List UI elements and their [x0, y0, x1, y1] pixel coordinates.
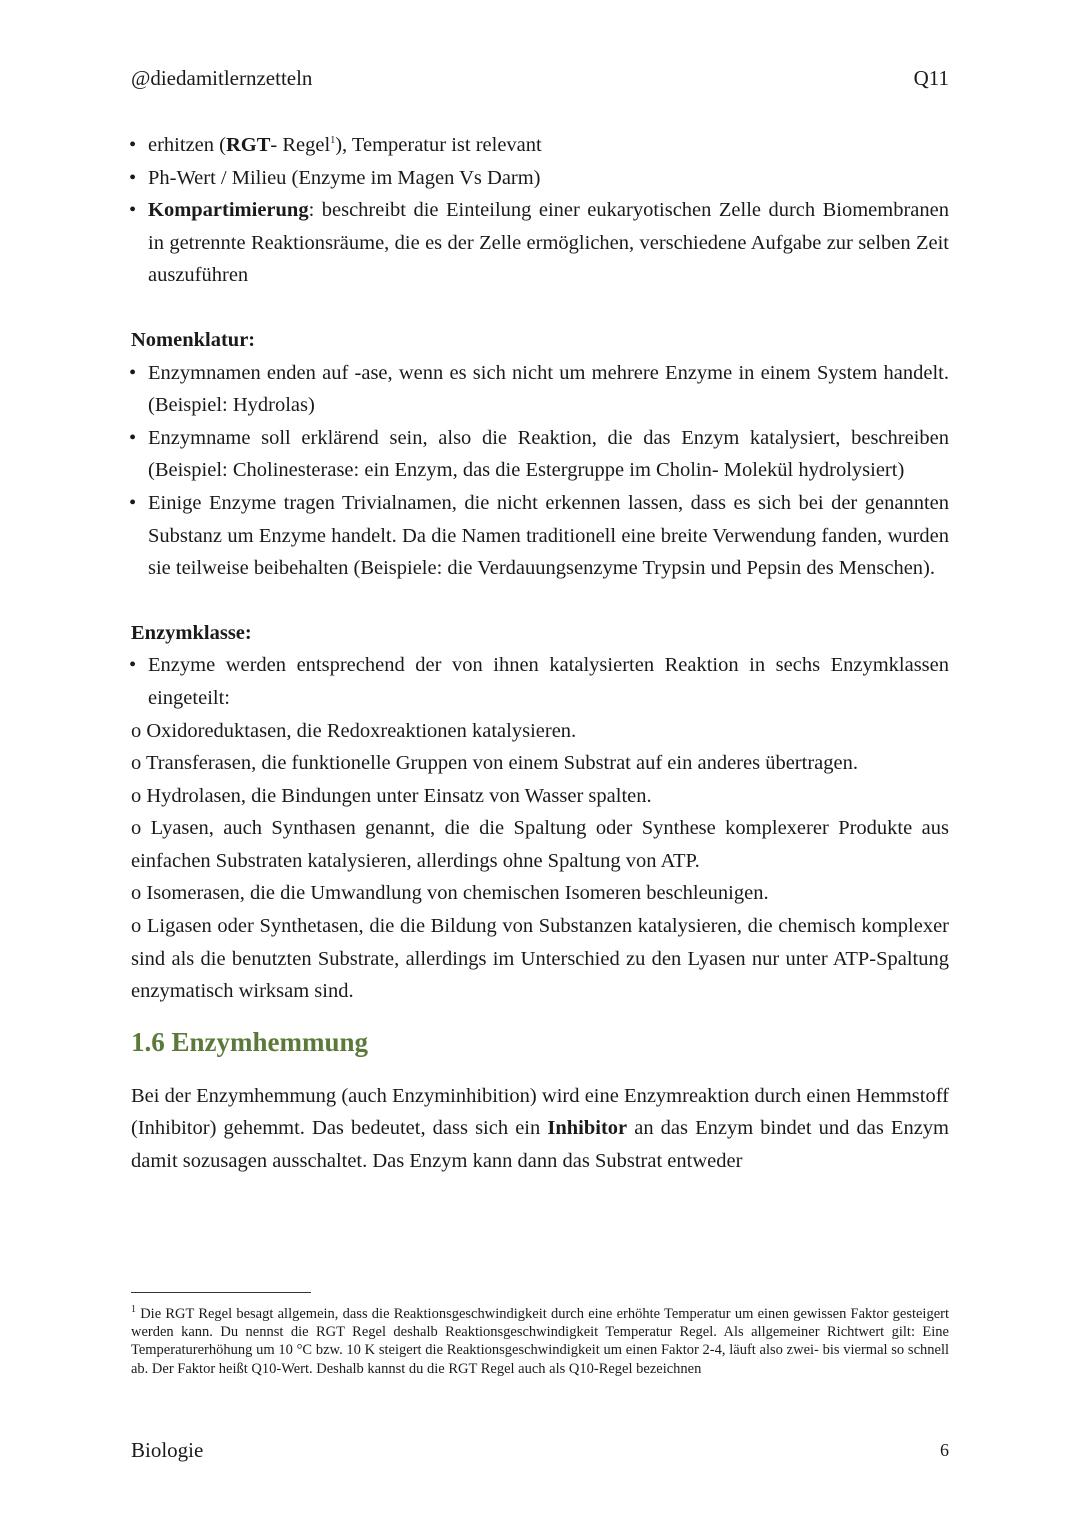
header-course: Q11 [913, 66, 949, 90]
class-item: o Isomerasen, die die Umwandlung von chemischen Isomeren beschleunigen. [131, 882, 769, 905]
bold-term: Inhibitor [547, 1117, 628, 1140]
list-item: • Enzyme werden entsprechend der von ihnen katalysierten Reaktion in sechs Enzymklassen eingeteilt: [131, 649, 949, 714]
footer-subject: Biologie [131, 1438, 204, 1462]
item-text: ), Temperatur ist relevant [335, 134, 542, 156]
list-item [131, 194, 949, 292]
paragraph-text: Bei der Enzymhemmung (auch Enzyminhibition) wird eine Enzymreaktion durch einen Hemmstoff (Inhibitor) gehemmt. Das bedeutet, dass sich ein [131, 1084, 949, 1140]
class-item: o Transferasen, die funktionelle Gruppen von einem Substrat auf ein anderes übertragen. [131, 752, 858, 775]
list-item: • Enzymnamen enden auf -ase, wenn es sich nicht um mehrere Enzyme in einem System handelt. (Beispiel: Hydrolas) [131, 357, 949, 422]
footnote [131, 1305, 949, 1378]
class-item: o Lyasen, auch Synthasen genannt, die die Spaltung oder Synthese komplexerer Produkte aus einfachen Substraten katalysieren, allerdings ohne Spaltung von ATP. [131, 817, 949, 872]
class-item: o Oxidoreduktasen, die Redoxreaktionen katalysieren. [131, 719, 577, 742]
section-title: 1.6 Enzymhemmung [131, 1026, 369, 1057]
item-text: erhitzen ( [148, 134, 226, 156]
page-body [131, 129, 949, 1178]
nomenklatur-heading: Nomenklatur: [131, 328, 256, 351]
footnote-divider [131, 1292, 311, 1293]
enzymklasse-list [131, 649, 949, 714]
header-handle: @diedamitlernzetteln [131, 66, 313, 90]
page-number: 6 [940, 1440, 949, 1460]
enzymklasse-heading: Enzymklasse: [131, 621, 252, 644]
factor-list [131, 129, 949, 292]
class-item: o Hydrolasen, die Bindungen unter Einsatz von Wasser spalten. [131, 784, 652, 807]
footnote-ref: 1 [330, 135, 336, 147]
footnote-mark: 1 [131, 1304, 136, 1316]
footnote-text: Die RGT Regel besagt allgemein, dass die Reaktionsgeschwindigkeit durch eine erhöhte Temperatur um einen gewissen Faktor gesteigert werden kann. Du nennst die RGT Regel deshalb Reaktionsgeschwindigkeit Temperatur Regel. Als allgemeiner Richtwert gilt: Eine Temperaturerhöhung um 10 °C bzw. 10 K steigert die Reaktionsgeschwindigkeit um einen Faktor 2-4, läuft also zwei- bis viermal so schnell ab. Der Faktor heißt Q10-Wert. Deshalb kannst du die RGT Regel auch als Q10-Regel bezeichnen [131, 1306, 949, 1377]
item-text: : beschreibt die Einteilung einer eukaryotischen Zelle durch Biomembranen in getrennte Reaktionsräume, die es der Zelle ermöglichen, verschiedene Aufgabe zur selben Zeit auszuführen [148, 199, 949, 287]
class-item: o Ligasen oder Synthetasen, die die Bildung von Substanzen katalysieren, die chemisch komplexer sind als die benutzten Substrate, allerdings im Unterschied zu den Lyasen nur unter ATP-Spaltung enzymatisch wirksam sind. [131, 915, 949, 1003]
item-text: - Regel [270, 134, 331, 156]
nomenklatur-list [131, 357, 949, 585]
bold-term: Kompartimierung [148, 199, 309, 222]
paragraph-text: an das Enzym bindet und das Enzym damit sozusagen ausschaltet. Das Enzym kann dann das Substrat entweder [131, 1117, 949, 1173]
list-item: • Ph-Wert / Milieu (Enzyme im Magen Vs Darm) [131, 162, 949, 195]
section-paragraph [131, 1080, 949, 1178]
list-item: • Einige Enzyme tragen Trivialnamen, die nicht erkennen lassen, dass es sich bei der genannten Substanz um Enzyme handelt. Da die Namen traditionell eine breite Verwendung fanden, wurden sie teilweise beibehalten (Beispiele: die Verdauungsenzyme Trypsin und Pepsin des Menschen). [131, 487, 949, 585]
list-item [131, 129, 949, 162]
bold-term: RGT [225, 134, 271, 156]
list-item: • Enzymname soll erklärend sein, also die Reaktion, die das Enzym katalysiert, beschreiben (Beispiel: Cholinesterase: ein Enzym, das die Estergruppe im Cholin- Molekül hydrolysiert) [131, 422, 949, 487]
